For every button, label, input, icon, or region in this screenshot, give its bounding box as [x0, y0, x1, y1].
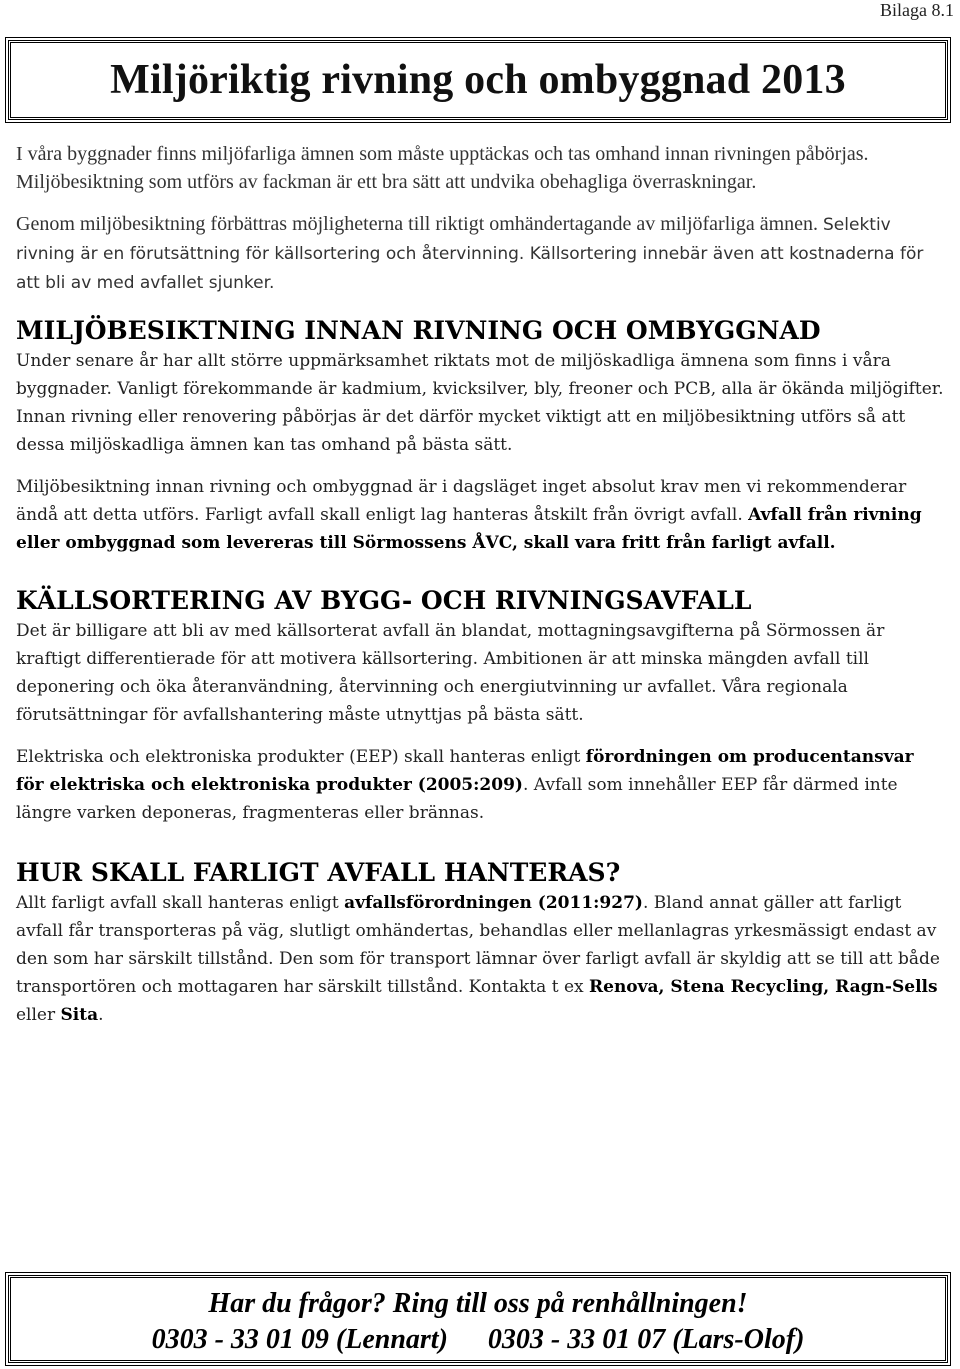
section3-paragraph-1-pre: Allt farligt avfall skall hanteras enligt: [16, 893, 345, 913]
section3-regulation-reference: avfallsförordningen (2011:927): [344, 893, 643, 913]
section2-regulation-reference: förordningen om producentansvar för elektriska och elektroniska produkter (2005:209): [16, 747, 914, 795]
intro-paragraph-2-serif: Genom miljöbesiktning förbättras möjligheterna till riktigt omhändertagande av miljöfarliga ämnen.: [16, 213, 824, 235]
contact-footer: [8, 1275, 948, 1363]
section-miljobesiktning: [16, 315, 944, 557]
section2-paragraph-2-post: . Avfall som innehåller EEP får därmed inte längre varken deponeras, fragmenteras eller brännas.: [16, 775, 898, 823]
section-heading-miljobesiktning: MILJÖBESIKTNING INNAN RIVNING OCH OMBYGGNAD: [16, 316, 821, 345]
section3-end: .: [98, 1005, 104, 1025]
section-heading-kallsortering: KÄLLSORTERING AV BYGG- OCH RIVNINGSAVFALL: [16, 586, 752, 615]
section1-paragraph-1: Under senare år har allt större uppmärksamhet riktats mot de miljöskadliga ämnena som finns i våra byggnader. Vanligt förekommande är kadmium, kvicksilver, bly, freoner och PCB, alla är ökända miljögifter. Innan rivning eller renovering påbörjas är det därför mycket viktigt att en miljöbesiktning utförs så att dessa miljöskadliga ämnen kan tas omhand på bästa sätt.: [16, 351, 944, 455]
footer-phones: [11, 1322, 945, 1358]
page-reference: Bilaga 8.1: [880, 0, 954, 20]
section1-paragraph-2: [16, 473, 944, 557]
phone-lars-olof: 0303 - 33 01 07 (Lars-Olof): [487, 1324, 805, 1355]
section3-or: eller: [16, 1005, 61, 1025]
section2-paragraph-1: Det är billigare att bli av med källsorterat avfall än blandat, mottagningsavgifterna på Sörmossen är kraftigt differentierade för att motivera källsortering. Ambitionen är att minska mängden avfall till deponering och öka återanvändning, återvinning och energiutvinning ur avfallet. Våra regionala förutsättningar för avfallshantering måste utnyttjas på bästa sätt.: [16, 621, 885, 725]
section-farligt-avfall: [16, 857, 944, 1029]
intro-paragraph-2: [16, 210, 944, 297]
footer-question: Har du frågor? Ring till oss på renhållningen!: [208, 1288, 748, 1319]
section3-paragraph-1: [16, 889, 944, 1029]
section1-paragraph-2-bold: Avfall från rivning eller ombyggnad som levereras till Sörmossens ÅVC, skall vara fritt från farligt avfall.: [16, 505, 922, 553]
section3-company-sita: Sita: [60, 1005, 99, 1025]
section2-paragraph-2: [16, 743, 944, 827]
document-title: Miljöriktig rivning och ombyggnad 2013: [110, 57, 846, 103]
section1-paragraph-2-text: Miljöbesiktning innan rivning och ombyggnad är i dagsläget inget absolut krav men vi rekommenderar ändå att detta utförs. Farligt avfall skall enligt lag hanteras åtskilt från övrigt avfall.: [16, 477, 907, 525]
intro-paragraph-2-sans: Selektiv rivning är en förutsättning för källsortering och återvinning. Källsortering innebär även att kostnaderna för att bli av med avfallet sjunker.: [16, 215, 924, 293]
section3-paragraph-1-mid: . Bland annat gäller att farligt avfall får transporteras på väg, slutligt omhändertas, behandlas eller mellanlagras yrkesmässigt endast av den som har särskilt tillstånd. Den som för transport lämnar över farligt avfall är skyldig att se till att både transportören och mottagaren har särskilt tillstånd. Kontakta t ex: [16, 893, 940, 997]
title-box: [8, 40, 948, 120]
section-kallsortering: [16, 585, 944, 827]
phone-lennart: 0303 - 33 01 09 (Lennart): [151, 1324, 448, 1355]
section3-companies: Renova, Stena Recycling, Ragn-Sells: [589, 977, 938, 997]
intro-paragraph-1: I våra byggnader finns miljöfarliga ämnen som måste upptäckas och tas omhand innan rivningen påbörjas. Miljöbesiktning som utförs av fackman är ett bra sätt att undvika obehagliga överraskningar.: [16, 143, 869, 193]
section2-paragraph-2-pre: Elektriska och elektroniska produkter (EEP) skall hanteras enligt: [16, 747, 586, 767]
section-heading-farligt-avfall: HUR SKALL FARLIGT AVFALL HANTERAS?: [16, 858, 621, 887]
document-body: [16, 140, 944, 1029]
intro-section: [16, 140, 944, 297]
